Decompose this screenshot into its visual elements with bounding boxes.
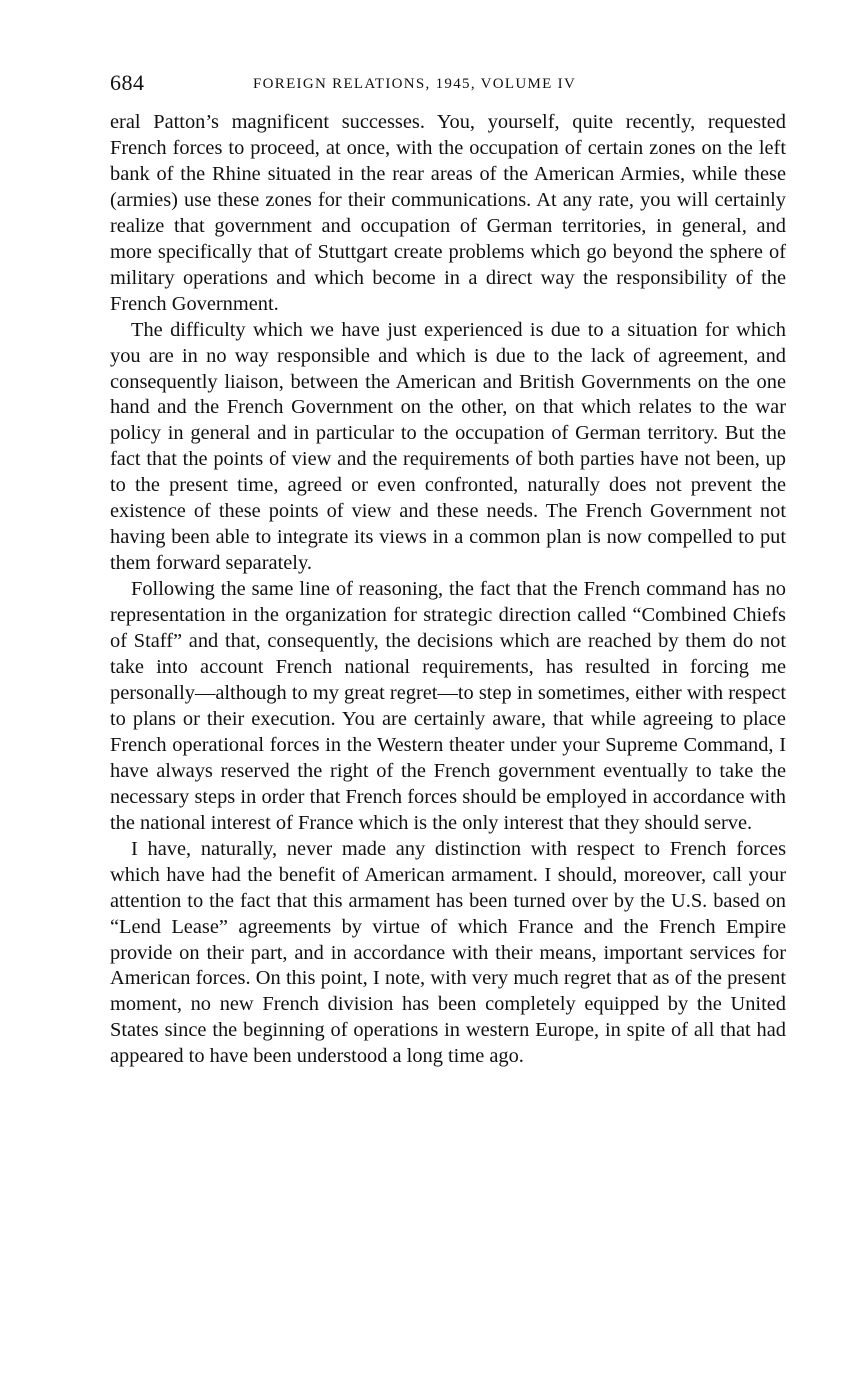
document-body <box>110 110 786 1070</box>
paragraph-continued: eral Patton’s magnificent successes. You, yourself, quite recently, requested French forces to proceed, at once, with the occupation of certain zones on the left bank of the Rhine situated in the rear areas of the American Armies, while these (armies) use these zones for their communications. At any rate, you will certainly realize that government and occupation of German territories, in general, and more specifically that of Stuttgart create problems which go beyond the sphere of military operations and which become in a direct way the responsibility of the French Government. <box>110 111 786 315</box>
paragraph: The difficulty which we have just experienced is due to a situation for which you are in no way responsible and which is due to the lack of agreement, and consequently liaison, between the American and British Governments on the one hand and the French Government on the other, on that which relates to the war policy in general and in particular to the occupation of German territory. But the fact that the points of view and the requirements of both parties have not been, up to the present time, agreed or even confronted, naturally does not prevent the existence of these points of view and these needs. The French Government not having been able to integrate its views in a common plan is now compelled to put them forward separately. <box>110 318 786 575</box>
page-number: 684 <box>110 70 145 95</box>
paragraph: I have, naturally, never made any distinction with respect to French forces which have had the benefit of American armament. I should, moreover, call your attention to the fact that this armament has been turned over by the U.S. based on “Lend Lease” agreements by virtue of which France and the French Empire provide on their part, and in accordance with their means, important services for American forces. On this point, I note, with very much regret that as of the present moment, no new French division has been completely equipped by the United States since the beginning of operations in western Europe, in spite of all that had appeared to have been understood a long time ago. <box>110 837 786 1068</box>
document-page <box>110 70 786 1070</box>
paragraph: Following the same line of reasoning, the fact that the French command has no representation in the organization for strategic direction called “Combined Chiefs of Staff” and that, consequently, the decisions which are reached by them do not take into account French national requirements, has resulted in forcing me personally—although to my great regret—to step in sometimes, either with respect to plans or their execution. You are certainly aware, that while agreeing to place French operational forces in the Western theater under your Supreme Command, I have always reserved the right of the French government eventually to take the necessary steps in order that French forces should be employed in accordance with the national interest of France which is the only interest that they should serve. <box>110 578 786 834</box>
running-head: FOREIGN RELATIONS, 1945, VOLUME IV <box>253 76 577 92</box>
page-header <box>110 70 786 100</box>
